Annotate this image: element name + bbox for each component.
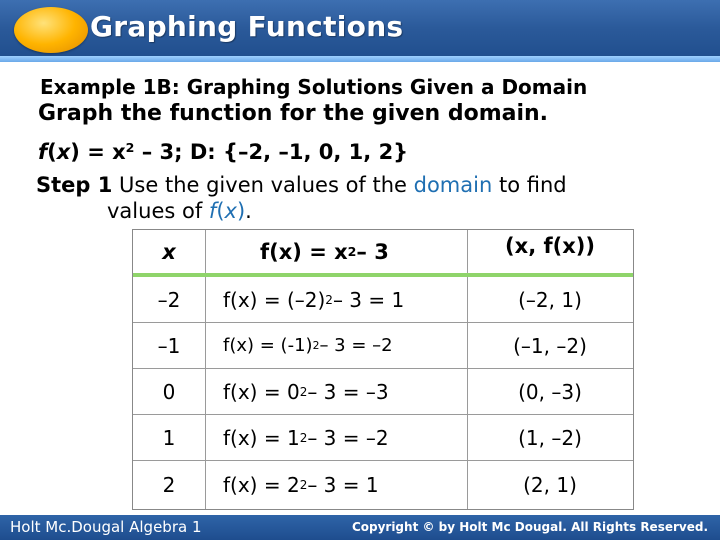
- footer-copyright: Copyright © by Holt Mc Dougal. All Rights Reserved.: [351, 520, 708, 534]
- footer-course: Holt Mc.Dougal Algebra 1: [10, 518, 202, 536]
- function-exponent: 2: [125, 140, 135, 156]
- table-row: [133, 323, 633, 368]
- example-heading: Example 1B: Graphing Solutions Given a Domain: [40, 75, 588, 99]
- instruction-text: Graph the function for the given domain.: [38, 101, 549, 126]
- header-bar: [0, 0, 720, 62]
- values-table: [132, 229, 634, 510]
- col-header-pair: (x, f(x)): [505, 234, 595, 258]
- step-text-a: Use the given values of the: [112, 173, 414, 197]
- step-instruction-cont: values of f(x).: [107, 199, 252, 223]
- table-row: [133, 277, 633, 322]
- function-eq: = x: [79, 140, 126, 164]
- step-text-b: to find: [492, 173, 567, 197]
- step-domain-word: domain: [413, 173, 493, 197]
- table-row: [133, 415, 633, 460]
- col-header-x: x: [162, 240, 176, 264]
- cell-pair: (2, 1): [523, 473, 577, 497]
- cell-expr: f(x) = (–2) 2 – 3 = 1: [223, 287, 405, 312]
- header-stripe: [0, 56, 720, 62]
- step-label: Step 1: [36, 173, 113, 197]
- cell-x: –1: [157, 333, 181, 358]
- footer-bar: [0, 515, 720, 540]
- step-instruction: [36, 173, 567, 197]
- cell-expr: f(x) = (-1) 2 – 3 = –2: [223, 335, 393, 356]
- cell-x: –2: [157, 287, 181, 312]
- function-definition: $f(x) = x^2 - 3$; D: {–2, –1, 0, 1, 2}: [38, 140, 409, 164]
- cell-pair: (–1, –2): [513, 333, 587, 358]
- cell-expr: f(x) = 0 2 – 3 = –3: [223, 379, 389, 404]
- cell-pair: (1, –2): [518, 425, 582, 450]
- table-row: [133, 369, 633, 414]
- page-title: Graphing Functions: [90, 10, 404, 43]
- table-row: [133, 461, 633, 509]
- function-domain: – 3; D: {–2, –1, 0, 1, 2}: [134, 140, 409, 164]
- step-text-c: values of: [107, 199, 209, 223]
- cell-pair: (–2, 1): [518, 287, 582, 312]
- cell-expr: f(x) = 2 2 – 3 = 1: [223, 473, 379, 497]
- col-header-fx: f(x) = x 2 – 3: [260, 240, 389, 264]
- cell-expr: f(x) = 1 2 – 3 = –2: [223, 425, 389, 450]
- logo-oval-icon: [14, 7, 88, 53]
- cell-x: 0: [162, 379, 176, 404]
- cell-x: 1: [162, 425, 176, 450]
- table-header-row: [133, 230, 633, 274]
- cell-pair: (0, –3): [518, 379, 582, 404]
- cell-x: 2: [162, 473, 176, 497]
